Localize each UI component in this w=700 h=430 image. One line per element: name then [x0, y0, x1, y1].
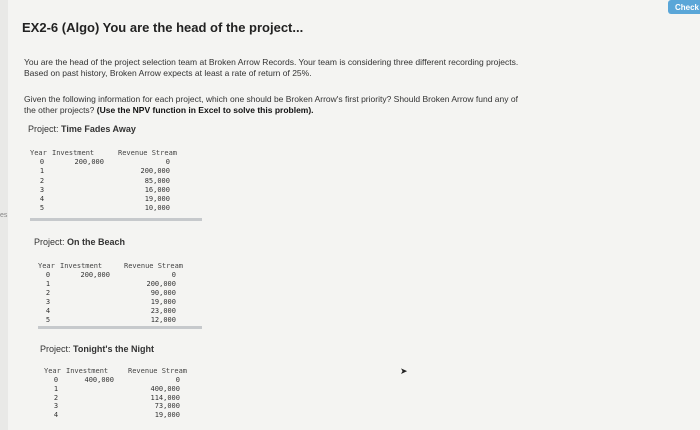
revenue-cell: 16,000 [144, 185, 170, 194]
project-table-1 [30, 149, 202, 224]
investment-cell: 200,000 [74, 158, 104, 166]
table-bottom-rule [30, 218, 202, 221]
investment-cell: 200,000 [80, 271, 110, 279]
revenue-cell: 0 [175, 376, 180, 384]
instruction-line-2 [24, 105, 624, 116]
revenue-cell: 19,000 [144, 195, 170, 204]
year-cell: 0 [53, 376, 59, 384]
table-row [30, 204, 202, 213]
table-bottom-rule [38, 326, 202, 329]
project-prefix: Project: [28, 124, 62, 134]
revenue-cell: 73,000 [154, 402, 180, 411]
mouse-cursor-icon: ➤ [400, 366, 408, 376]
project-prefix: Project: [40, 344, 74, 354]
table-row [38, 280, 202, 289]
year-cell: 1 [53, 384, 59, 393]
table-row [38, 307, 202, 316]
header-year: Year [38, 262, 55, 270]
year-cell: 3 [53, 402, 59, 411]
header-investment: Investment [60, 262, 103, 270]
table-row [44, 411, 204, 420]
table-row [30, 158, 202, 167]
table-row [38, 271, 202, 280]
project-name: Tonight's the Night [73, 344, 154, 354]
table-row [44, 385, 204, 394]
instruction-paragraph [24, 94, 624, 115]
instruction-bold: (Use the NPV function in Excel to solve this problem). [96, 104, 314, 115]
revenue-cell: 10,000 [144, 204, 170, 213]
revenue-cell: 400,000 [150, 384, 180, 393]
revenue-cell: 200,000 [140, 167, 170, 176]
year-cell: 4 [45, 307, 51, 315]
revenue-cell: 114,000 [150, 393, 180, 402]
table-body [44, 376, 204, 420]
project-name: Time Fades Away [61, 124, 136, 134]
revenue-cell: 19,000 [150, 298, 176, 306]
header-revenue: Revenue Stream [128, 367, 188, 375]
revenue-cell: 12,000 [150, 316, 176, 324]
revenue-cell: 85,000 [144, 176, 170, 185]
table-body [30, 158, 202, 214]
header-investment: Investment [52, 149, 95, 157]
header-year: Year [30, 149, 47, 157]
header-revenue: Revenue Stream [124, 262, 184, 270]
check-button[interactable]: Check [668, 0, 700, 14]
table-body [38, 271, 202, 325]
project-label-3 [40, 344, 154, 354]
header-revenue: Revenue Stream [118, 149, 178, 157]
instruction-line-1: Given the following information for each project, which one should be Broken Arrow's first priority? Should Broken Arrow fund any of [24, 94, 518, 104]
project-table-3 [44, 367, 204, 422]
header-investment: Investment [66, 367, 109, 375]
table-row [44, 394, 204, 403]
table-row [30, 195, 202, 204]
project-table-2 [38, 262, 202, 332]
year-cell: 5 [45, 316, 51, 324]
instruction-text: the other projects? [24, 104, 97, 115]
year-cell: 0 [45, 271, 51, 279]
revenue-cell: 0 [165, 158, 170, 166]
year-cell: 0 [39, 158, 45, 166]
project-label-1 [28, 124, 136, 134]
table-row [38, 298, 202, 307]
revenue-cell: 200,000 [146, 280, 176, 288]
table-row [44, 376, 204, 385]
year-cell: 4 [53, 411, 59, 420]
year-cell: 5 [39, 204, 45, 213]
project-label-2 [34, 237, 125, 247]
year-cell: 2 [53, 393, 59, 402]
year-cell: 1 [39, 167, 45, 176]
year-cell: 1 [45, 280, 51, 288]
table-row [30, 167, 202, 176]
year-cell: 2 [39, 176, 45, 185]
project-prefix: Project: [34, 237, 68, 247]
table-row [30, 177, 202, 186]
project-name: On the Beach [67, 237, 126, 247]
side-panel-text: es [0, 212, 8, 219]
table-row [38, 289, 202, 298]
intro-line-1: You are the head of the project selection team at Broken Arrow Records. Your team is considering three different recording projects. [24, 57, 519, 67]
intro-line-2: Based on past history, Broken Arrow expects at least a rate of return of 25%. [24, 67, 312, 78]
year-cell: 4 [39, 195, 45, 204]
header-year: Year [44, 367, 61, 375]
question-title: EX2-6 (Algo) You are the head of the project... [22, 20, 304, 35]
revenue-cell: 23,000 [150, 307, 176, 315]
revenue-cell: 19,000 [154, 411, 180, 420]
table-row [38, 316, 202, 325]
revenue-cell: 0 [171, 271, 176, 279]
revenue-cell: 90,000 [150, 289, 176, 297]
year-cell: 2 [45, 289, 51, 297]
intro-paragraph [24, 57, 624, 78]
table-row [44, 402, 204, 411]
table-row [30, 186, 202, 195]
year-cell: 3 [45, 298, 51, 306]
investment-cell: 400,000 [84, 376, 114, 384]
year-cell: 3 [39, 185, 45, 194]
